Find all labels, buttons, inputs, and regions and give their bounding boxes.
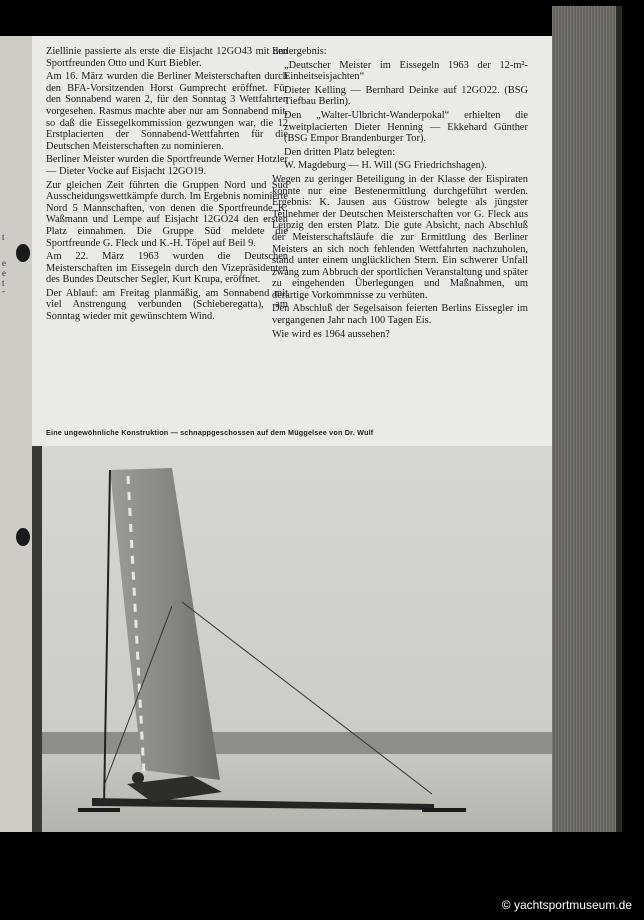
result-heading: Endergebnis: (272, 46, 327, 57)
paragraph: Zur gleichen Zeit führten die Gruppen Nord und Süd Ausscheidungswettkämpfe durch. Im Ergebnis nominierte Nord 5 Mannschaften, von denen die Sportfreunde K. Waßmann und Lempe auf Eisjacht 12GO24 den ersten Platz einnahmen. Die Gruppe Süd meldete die Sportfreunde G. Fleck und K.-H. Töpel auf Beil 9. (46, 179, 288, 249)
eispiraten-paragraph: Wegen zu geringer Beteiligung in der Klasse der Eispiraten konnte nur eine Bestenermittlung durchgeführt werden. Ergebnis: K. Jausen aus Güstrow belegte als jüngster Teilnehmer der Deutschen Meisterschaften vor G. Fleck aus Leipzig den ersten Platz. Die gute Absicht, nach Abschluß der Meisterschaftsläufe die zur Ermittlung des Berliner Meisters an sich noch fehlenden Wettfahrten nachzuholen, stand unter einem unglücklichen Stern. Ein schwerer Unfall zwang zum Abbruch der sportlichen Veranstaltung und später zu eingehenden Überlegungen und Maßnahmen, um derartige Vorkommnisse zu verhüten. (272, 173, 528, 301)
ice-yacht-photo (32, 446, 552, 832)
result-line: „Deutscher Meister im Eissegeln 1963 der 12-m²-Einheitseisjachten“ (284, 59, 528, 83)
third-place: W. Magdeburg — H. Will (SG Friedrichshagen). (284, 160, 487, 172)
binding-hole-icon (16, 244, 30, 262)
right-text-column (272, 46, 528, 342)
third-place-heading: Den dritten Platz belegten: (284, 146, 396, 158)
closing-question: Wie wird es 1964 aussehen? (272, 328, 390, 340)
result-line: Dieter Kelling — Bernhard Deinke auf 12GO22. (BSG Tiefbau Berlin). (284, 84, 528, 108)
page-fragment: - (2, 286, 5, 296)
page-fragment: e (2, 258, 6, 268)
paragraph: Am 22. März 1963 wurden die Deutschen Meisterschaften im Eissegeln durch den Vizepräsidenten des Bundes Deutscher Segler, Kurt Krupa, eröffnet. (46, 251, 288, 286)
paragraph: Der Ablauf: am Freitag planmäßig, am Sonnabend mit viel Anstrengung verbunden (Schieberegatta), am Sonntag wieder mit gewünschtem Wind. (46, 287, 288, 323)
copyright-credit: © yachtsportmuseum.de (501, 898, 632, 912)
season-end-paragraph: Den Abschluß der Segelsaison feierten Berlins Eissegler im vergangenen Jahr nach 100 Tagen Eis. (272, 303, 528, 327)
page-fragment: e (2, 268, 6, 278)
adjacent-page-edge (0, 36, 32, 832)
book-page-stack (552, 6, 620, 832)
left-text-column (46, 46, 288, 325)
page-fragment: t (2, 232, 5, 242)
paragraph: Berliner Meister wurden die Sportfreunde Werner Hotzler — Dieter Vocke auf Eisjacht 12GO19. (46, 154, 288, 177)
magazine-page (32, 36, 552, 832)
pokal-paragraph: Den „Walter-Ulbricht-Wanderpokal“ erhielten die zweitplacierten Dieter Henning — Ekkehard Günther (BSG Empor Brandenburger Tor). (284, 109, 528, 145)
page-fragment: t (2, 278, 5, 288)
paragraph: Am 16. März wurden die Berliner Meisterschaften durch den BFA-Vorsitzenden Horst Gumprecht eröffnet. Für den Sonnabend waren 2, für den Sonntag 3 Wettfahrten vorgesehen. Rasmus machte aber nur am Sonnabend mit, so daß die Eissegelkommission gezwungen war, die 12 Erstplacierten der Sonnabend-Wettfahrten für die Deutschen Meisterschaften zu nominieren. (46, 71, 288, 152)
paragraph: Ziellinie passierte als erste die Eisjacht 12GO43 mit den Sportfreunden Otto und Kurt Biebler. (46, 46, 288, 69)
photo-caption: Eine ungewöhnliche Konstruktion — schnappgeschossen auf dem Müggelsee von Dr. Wulf (46, 428, 374, 437)
binding-hole-icon (16, 528, 30, 546)
